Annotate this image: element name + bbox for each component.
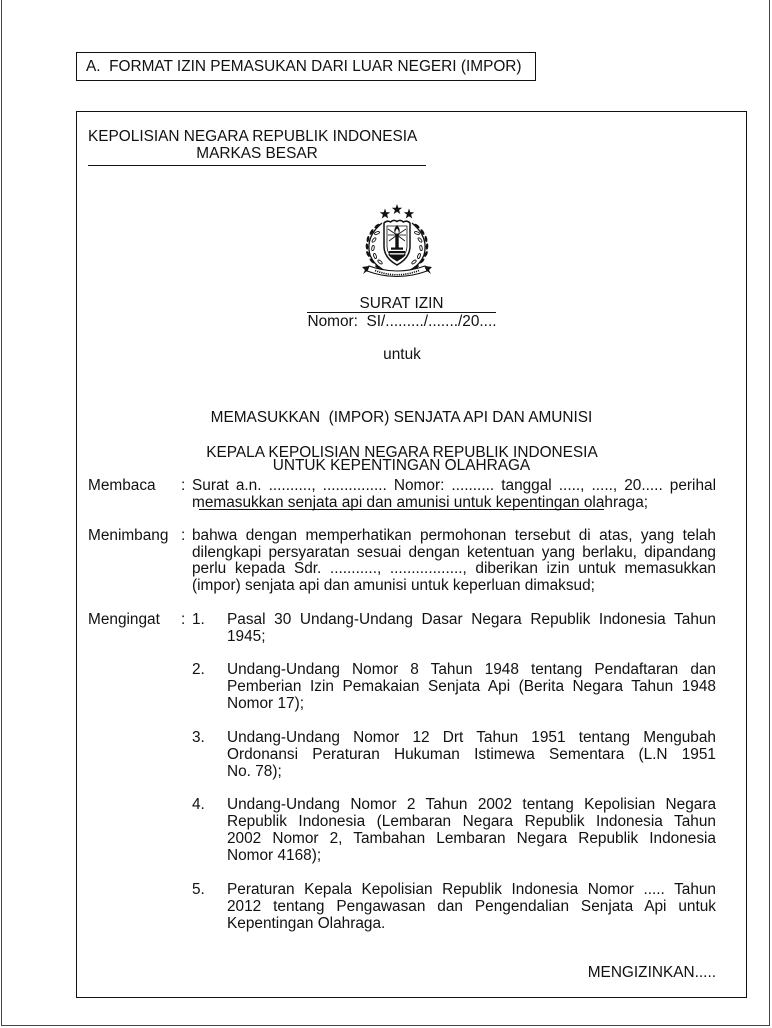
section-separator: : xyxy=(181,527,186,544)
body-line: bahwa dengan memperhatikan permohonan tersebut di atas, yang telah xyxy=(192,527,716,544)
item-line: Nomor 17); xyxy=(227,694,304,712)
format-title-box xyxy=(76,52,536,81)
section-label: Membaca xyxy=(88,477,156,494)
section-separator: : xyxy=(181,477,186,494)
item-line: 1945; xyxy=(227,627,266,645)
closing-statement: MENGIZINKAN..... xyxy=(587,964,716,981)
item-line: Undang-Undang Nomor 2 Tahun 2002 tentang Kepolisian Negara xyxy=(227,796,716,813)
body-line: (impor) senjata api dan amunisi untuk keperluan dimaksud; xyxy=(192,577,595,595)
item-line: Undang-Undang Nomor 12 Drt Tahun 1951 tentang Mengubah xyxy=(227,729,716,746)
item-line: 2012 tentang Pengawasan dan Pengendalian Senjata Api untuk xyxy=(227,897,716,915)
item-number: 3. xyxy=(192,729,205,746)
document-number: Nomor: SI/........./......./20.... xyxy=(307,313,497,330)
item-line: Pasal 30 Undang-Undang Dasar Negara Republik Indonesia Tahun xyxy=(227,611,716,628)
item-number: 5. xyxy=(192,881,205,898)
body-line: perlu kepada Sdr. ..........., ................., diberikan izin untuk memasukkan xyxy=(192,560,716,578)
item-number: 2. xyxy=(192,661,205,678)
item-line: Undang-Undang Nomor 8 Tahun 1948 tentang Pendaftaran dan xyxy=(227,661,716,678)
document-title: SURAT IZIN xyxy=(307,295,496,313)
section-body xyxy=(192,478,716,511)
section-separator: : xyxy=(181,611,186,628)
body-line: dilengkapi persyaratan sesuai dengan ketentuan yang berlaku, dipandang xyxy=(192,543,716,561)
item-line: Nomor 4168); xyxy=(227,846,322,864)
police-emblem-icon xyxy=(357,202,437,278)
permit-letter-frame xyxy=(76,111,747,998)
item-text xyxy=(227,662,716,713)
item-line: Ordonansi Peraturan Hukuman Istimewa Sementara (L.N 1951 xyxy=(227,745,716,763)
letterhead xyxy=(88,128,426,166)
item-line: No. 78); xyxy=(227,762,282,780)
item-text xyxy=(227,797,716,865)
item-text xyxy=(227,612,716,646)
letterhead-institution: KEPOLISIAN NEGARA REPUBLIK INDONESIA xyxy=(88,128,418,145)
subject-line: UNTUK KEPENTINGAN OLAHRAGA xyxy=(272,457,531,474)
issuing-authority: KEPALA KEPOLISIAN NEGARA REPUBLIK INDONESIA xyxy=(206,444,598,461)
item-text xyxy=(227,730,716,781)
section-label: Menimbang xyxy=(88,527,169,544)
body-line: memasukkan senjata api dan amunisi untuk kepentingan olahraga; xyxy=(192,493,649,511)
item-line: Kepentingan Olahraga. xyxy=(227,914,386,932)
subject-line: MEMASUKKAN (IMPOR) SENJATA API DAN AMUNISI xyxy=(210,409,593,426)
format-title: A. FORMAT IZIN PEMASUKAN DARI LUAR NEGERI (IMPOR) xyxy=(86,58,522,75)
item-number: 1. xyxy=(192,611,205,628)
item-line: Pemberian Izin Pemakaian Senjata Api (Berita Negara Tahun 1948 xyxy=(227,677,716,695)
item-line: Peraturan Kepala Kepolisian Republik Indonesia Nomor ..... Tahun xyxy=(227,881,716,898)
section-body xyxy=(192,528,716,595)
section-label: Mengingat xyxy=(88,611,160,628)
item-text xyxy=(227,882,716,933)
item-line: Republik Indonesia (Lembaran Negara Republik Indonesia Tahun xyxy=(227,812,716,830)
letterhead-unit: MARKAS BESAR xyxy=(196,145,318,162)
item-line: 2002 Nomor 2, Tambahan Lembaran Negara Republik Indonesia xyxy=(227,829,716,847)
body-line: Surat a.n. .........., ............... Nomor: .......... tanggal ....., ....., 20..... perihal xyxy=(192,477,716,494)
item-number: 4. xyxy=(192,796,205,813)
title-connector: untuk xyxy=(383,346,421,363)
